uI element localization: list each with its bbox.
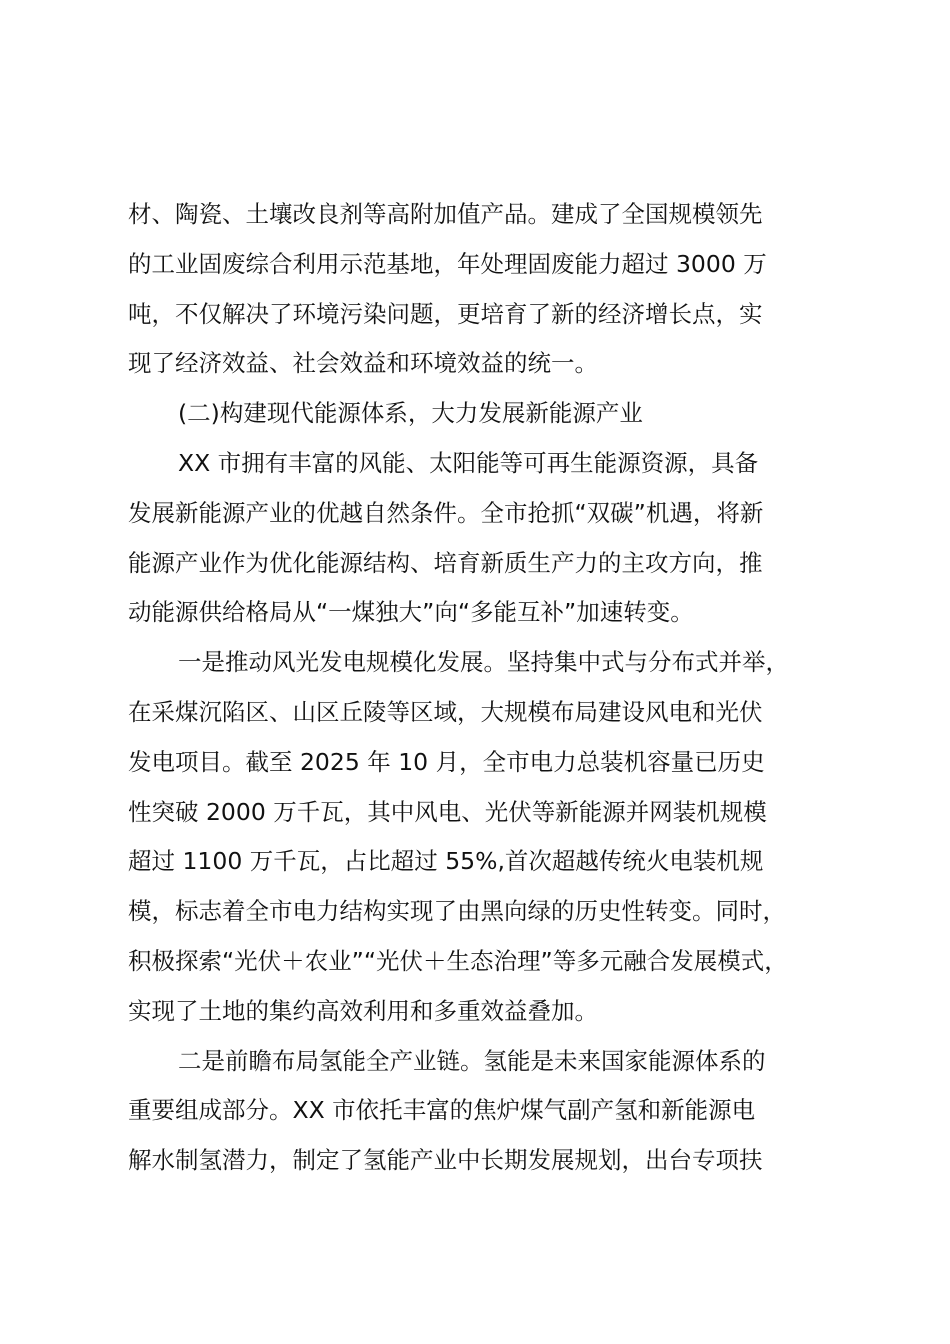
section-heading: (二)构建现代能源体系，大力发展新能源产业 (178, 399, 643, 428)
text-line: 一是推动风光发电规模化发展。坚持集中式与分布式并举， (178, 648, 789, 677)
text-line: 性突破 2000 万千瓦，其中风电、光伏等新能源并网装机规模 (128, 797, 767, 826)
document-body (128, 190, 848, 1186)
text-line: 吨，不仅解决了环境污染问题，更培育了新的经济增长点，实 (128, 299, 763, 328)
text-line: 超过 1100 万千瓦，占比超过 55%,首次超越传统火电装机规 (128, 847, 764, 876)
text-line: 积极探索“光伏＋农业”“光伏＋生态治理”等多元融合发展模式， (128, 946, 788, 975)
text-line: 在采煤沉陷区、山区丘陵等区域，大规模布局建设风电和光伏 (128, 697, 763, 726)
text-line: XX 市拥有丰富的风能、太阳能等可再生能源资源，具备 (178, 448, 759, 477)
text-line: 解水制氢潜力，制定了氢能产业中长期发展规划，出台专项扶 (128, 1146, 763, 1175)
text-line: 材、陶瓷、土壤改良剂等高附加值产品。建成了全国规模领先 (128, 200, 763, 228)
text-line: 发展新能源产业的优越自然条件。全市抢抓“双碳”机遇，将新 (128, 498, 764, 527)
text-line: 二是前瞻布局氢能全产业链。氢能是未来国家能源体系的 (178, 1046, 766, 1075)
text-line: 能源产业作为优化能源结构、培育新质生产力的主攻方向，推 (128, 548, 763, 577)
text-line: 实现了土地的集约高效利用和多重效益叠加。 (128, 996, 598, 1025)
text-line: 模，标志着全市电力结构实现了由黑向绿的历史性转变。同时， (128, 897, 786, 926)
text-line: 的工业固废综合利用示范基地，年处理固废能力超过 3000 万 (128, 249, 767, 278)
text-line: 发电项目。截至 2025 年 10 月，全市电力总装机容量已历史 (128, 747, 765, 776)
text-line: 动能源供给格局从“一煤独大”向“多能互补”加速转变。 (128, 598, 694, 627)
text-line: 重要组成部分。XX 市依托丰富的焦炉煤气副产氢和新能源电 (128, 1096, 756, 1125)
text-line: 现了经济效益、社会效益和环境效益的统一。 (128, 349, 598, 378)
